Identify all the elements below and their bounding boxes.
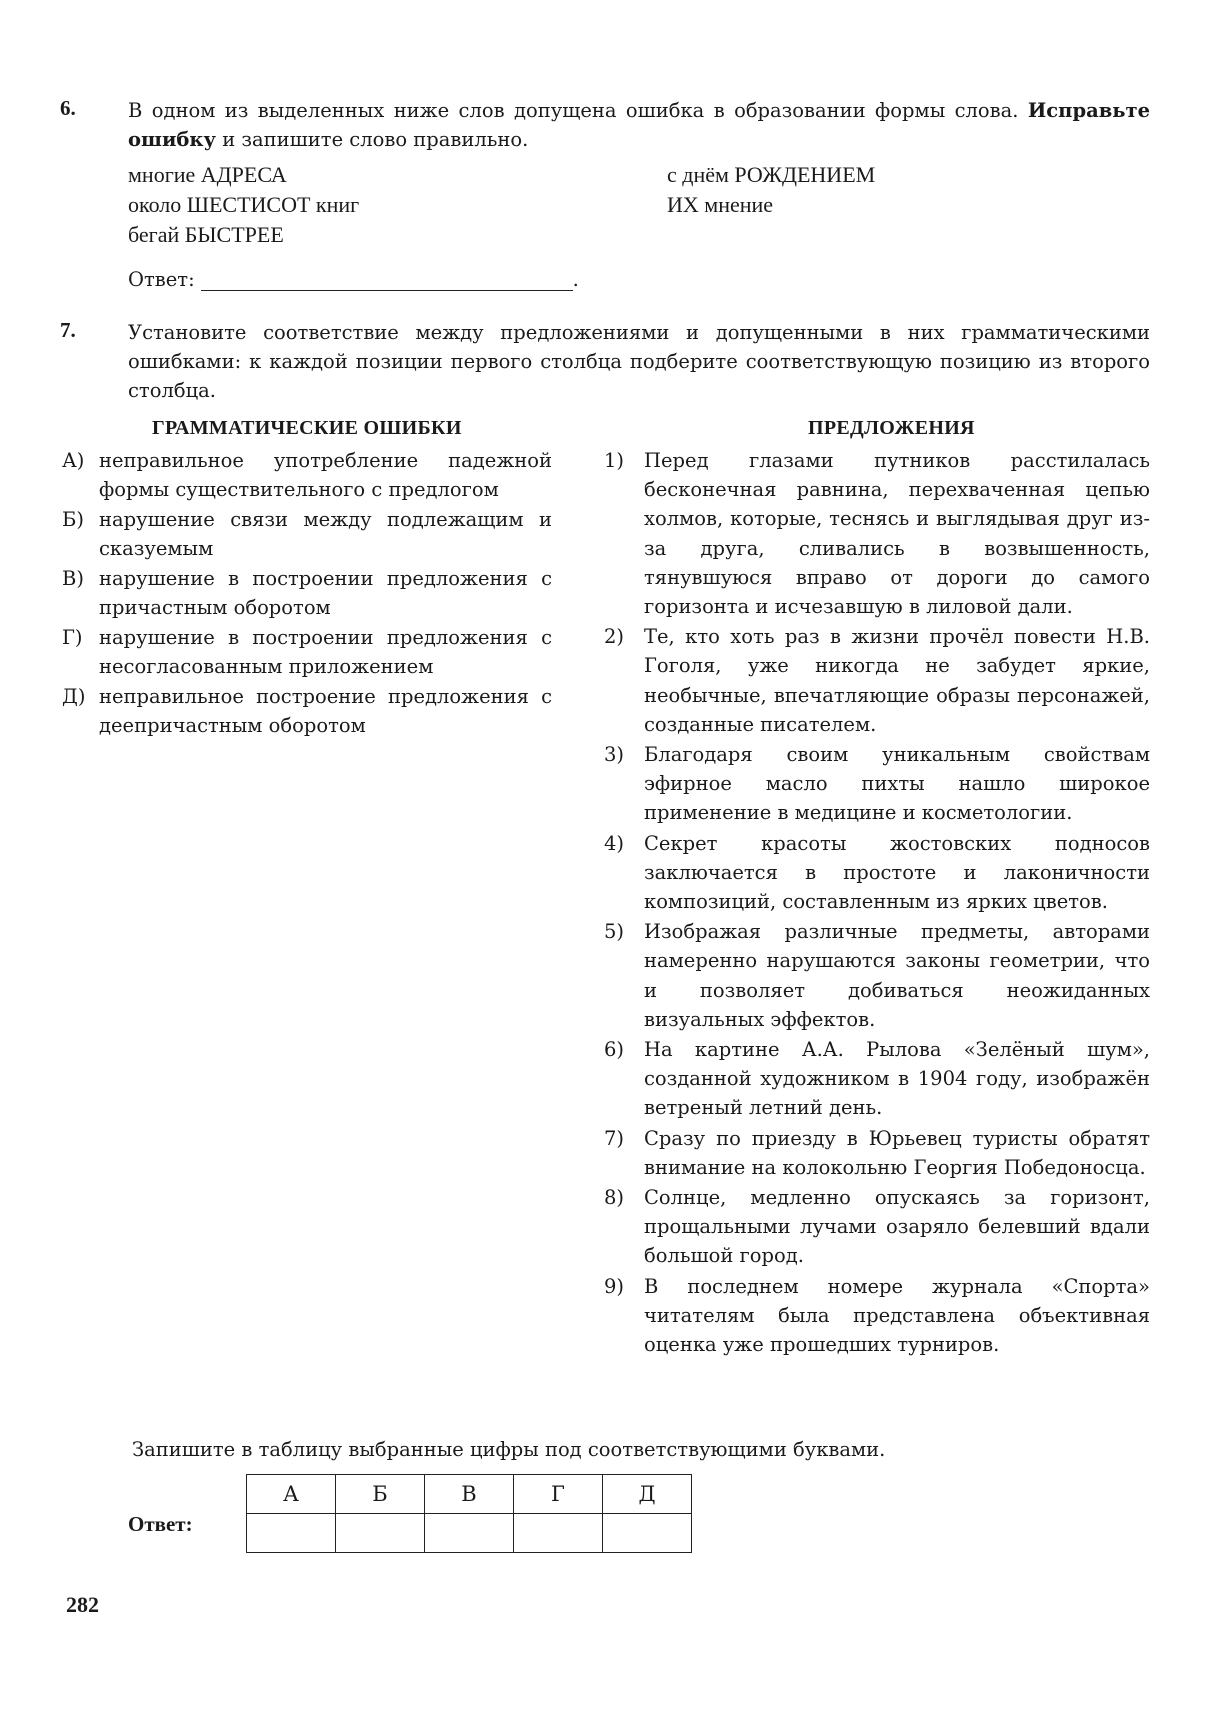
item-key: 5): [604, 920, 625, 944]
list-item: [62, 505, 552, 563]
answer-table-header-row: [247, 1475, 692, 1514]
word-forms-left-column: [128, 160, 359, 250]
list-item: [604, 1124, 1150, 1182]
list-item: [62, 682, 552, 740]
word-form: около ШЕСТИСОТ книг: [128, 192, 360, 217]
list-item: [62, 446, 552, 504]
answer-cell-g[interactable]: [514, 1514, 603, 1553]
list-item: [62, 564, 552, 622]
task-6-text-part2: и запишите слово правильно.: [222, 128, 529, 151]
item-key: 4): [604, 831, 625, 855]
task-6-text-bold: Исправьте ошибку: [128, 99, 1150, 151]
answer-table-header: Г: [514, 1475, 603, 1514]
answer-table-input-row: [247, 1514, 692, 1553]
word-form: бегай БЫСТРЕЕ: [128, 222, 284, 247]
task-6-number: 6.: [60, 96, 76, 120]
list-item: [604, 446, 1150, 621]
answer-cell-a[interactable]: [247, 1514, 336, 1553]
answer-table-header: А: [247, 1475, 336, 1514]
word-forms-right-column: [667, 160, 875, 220]
list-item: [604, 740, 1150, 828]
item-key: 1): [604, 449, 625, 472]
item-text: Секрет красоты жостовских подносов заключается в простоте и лаконичности композиций, составленным из ярких цветов.: [644, 831, 1150, 914]
item-text: Изображая различные предметы, авторами намеренно нарушаются законы геометрии, что и позволяет добиваться неожиданных визуальных эффектов.: [644, 920, 1150, 1031]
item-key: 8): [604, 1186, 625, 1210]
sentences-list: [604, 446, 1150, 1360]
task-6-text-part1: В одном из выделенных ниже слов допущена ошибка в образовании формы слова.: [128, 99, 1019, 122]
task-7-text: Установите соответствие между предложениями и допущенными в них грамматическими ошибками: к каждой позиции первого столбца подберите соответствующую позицию из второго столбца.: [128, 321, 1150, 402]
item-text: На картине А.А. Рылова «Зелёный шум», созданной художником в 1904 году, изображён ветреный летний день.: [644, 1038, 1150, 1120]
list-item: [62, 623, 552, 681]
item-key: В): [62, 567, 84, 590]
answer-table-header: Д: [603, 1475, 692, 1514]
item-key: 2): [604, 625, 625, 649]
answer-cell-d[interactable]: [603, 1514, 692, 1553]
table-instruction: Запишите в таблицу выбранные цифры под соответствующими буквами.: [132, 1438, 886, 1461]
item-text: нарушение в построении предложения с причастным оборотом: [99, 567, 552, 619]
item-text: Благодаря своим уникальным свойствам эфирное масло пихты нашло широкое применение в медицине и косметологии.: [644, 743, 1150, 825]
sentences-heading: ПРЕДЛОЖЕНИЯ: [808, 417, 975, 439]
answer-table-header: Б: [336, 1475, 425, 1514]
answer-cell-v[interactable]: [425, 1514, 514, 1553]
task-7-answer-label: Ответ:: [128, 1512, 193, 1536]
item-text: неправильное употребление падежной формы существительного с предлогом: [99, 449, 552, 501]
task-6: [60, 96, 1150, 154]
list-item: [604, 622, 1150, 739]
item-key: 6): [604, 1038, 625, 1062]
errors-heading: ГРАММАТИЧЕСКИЕ ОШИБКИ: [152, 417, 462, 439]
item-key: Б): [62, 508, 84, 531]
answer-cell-b[interactable]: [336, 1514, 425, 1553]
word-form: ИХ мнение: [667, 192, 774, 217]
answer-table-header: В: [425, 1475, 514, 1514]
item-text: Те, кто хоть раз в жизни прочёл повести Н.В. Гоголя, уже никогда не забудет яркие, необычные, впечатляющие образы персонажей, созданные писателем.: [644, 625, 1150, 736]
item-text: неправильное построение предложения с деепричастным оборотом: [99, 685, 552, 737]
item-key: 7): [604, 1126, 625, 1150]
task-6-answer-label: Ответ:: [128, 268, 195, 291]
item-key: А): [62, 449, 85, 472]
word-form: многие АДРЕСА: [128, 162, 287, 187]
item-text: Сразу по приезду в Юрьевец туристы обратят внимание на колокольню Георгия Победоносца.: [644, 1126, 1150, 1179]
list-item: [604, 1183, 1150, 1271]
task-6-text: [128, 96, 1150, 154]
list-item: [604, 917, 1150, 1034]
list-item: [604, 1272, 1150, 1360]
item-key: Д): [62, 685, 86, 708]
item-key: 3): [604, 743, 625, 767]
grammar-errors-list: [62, 446, 552, 741]
list-item: [604, 829, 1150, 917]
item-text: Перед глазами путников расстилалась бесконечная равнина, перехваченная цепью холмов, которые, теснясь и выглядывая друг из-за друга, сливались в возвышенность, тянувшуюся вправо от дороги до самого горизонта и исчезавшую в лиловой дали.: [644, 449, 1150, 619]
list-item: [604, 1035, 1150, 1123]
item-text: Солнце, медленно опускаясь за горизонт, прощальными лучами озаряло белевший вдали большой город.: [644, 1186, 1150, 1268]
item-text: нарушение в построении предложения с несогласованным приложением: [99, 626, 552, 678]
page-number: 282: [66, 1592, 99, 1617]
item-text: нарушение связи между подлежащим и сказуемым: [99, 508, 552, 560]
item-key: Г): [62, 626, 83, 649]
task-7: [60, 318, 1150, 405]
task-6-answer: Ответ: .: [128, 268, 579, 291]
answer-table: [246, 1474, 692, 1553]
item-text: В последнем номере журнала «Спорта» читателям была представлена объективная оценка уже прошедших турниров.: [644, 1274, 1150, 1357]
task-6-answer-line[interactable]: [201, 272, 573, 291]
item-key: 9): [604, 1274, 625, 1298]
task-7-number: 7.: [60, 318, 76, 342]
word-form: с днём РОЖДЕНИЕМ: [667, 162, 876, 187]
